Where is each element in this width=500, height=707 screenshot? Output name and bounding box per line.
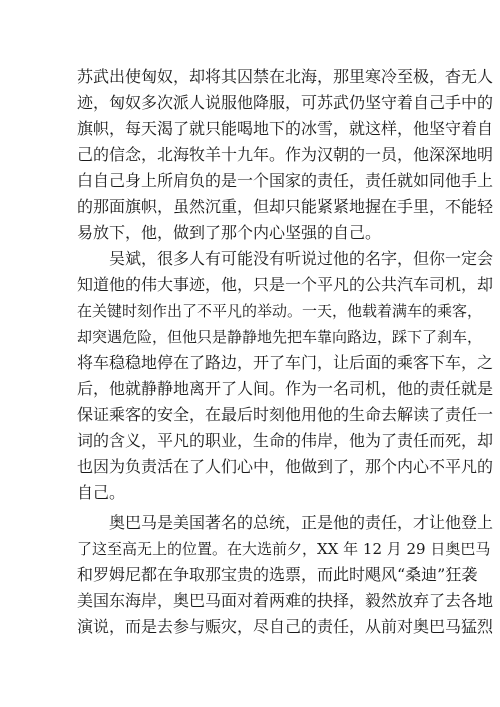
text-line: 却突遇危险，但他只是静静地先把车靠向路边，踩下了刹车， bbox=[77, 328, 483, 346]
text-line: 白自己身上所肩负的是一个国家的责任，责任就如同他手上 bbox=[77, 171, 494, 190]
text-line: 吴斌，很多人有可能没有听说过他的名字，但你一定会 bbox=[109, 249, 494, 268]
text-line: 己的信念，北海牧羊十九年。作为汉朝的一员，他深深地明 bbox=[77, 145, 494, 164]
text-line: 保证乘客的安全，在最后时刻他用他的生命去解读了责任一 bbox=[77, 405, 494, 424]
text-line: 词的含义，平凡的职业，生命的伟岸，他为了责任而死，却 bbox=[77, 431, 494, 450]
text-line: 易放下，他，做到了那个内心坚强的自己。 bbox=[77, 223, 382, 242]
text-line: 迹，匈奴多次派人说服他降服，可苏武仍坚守着自己手中的 bbox=[77, 93, 494, 112]
text-line: 和罗姆尼都在争取那宝贵的选票，而此时飓风“桑迪”狂袭 bbox=[77, 565, 478, 584]
text-line: 在关键时刻作出了不平凡的举动。一天，他载着满车的乘客， bbox=[77, 302, 483, 320]
text-line: 后，他就静静地离开了人间。作为一名司机，他的责任就是 bbox=[77, 379, 494, 398]
text-line: 知道他的伟大事迹，他，只是一个平凡的公共汽车司机，却 bbox=[77, 275, 494, 294]
text-line: 自己。 bbox=[77, 483, 126, 502]
text-line: 苏武出使匈奴，却将其囚禁在北海，那里寒冷至极，杳无人 bbox=[77, 67, 494, 86]
text-line: 奥巴马是美国著名的总统，正是他的责任，才让他登上 bbox=[109, 513, 494, 532]
text-line: 演说，而是去参与赈灾，尽自己的责任，从前对奥巴马猛烈 bbox=[77, 617, 494, 636]
text-line: 美国东海岸，奥巴马面对着两难的抉择，毅然放弃了去各地 bbox=[77, 591, 494, 610]
text-line: 了这至高无上的位置。在大选前夕，XX 年 12 月 29 日奥巴马 bbox=[77, 540, 491, 558]
text-line: 也因为负责活在了人们心中，他做到了，那个内心不平凡的 bbox=[77, 457, 494, 476]
text-line: 将车稳稳地停在了路边，开了车门，让后面的乘客下车，之 bbox=[77, 353, 494, 372]
text-line: 的那面旗帜，虽然沉重，但却只能紧紧地握在手里，不能轻 bbox=[77, 197, 494, 216]
text-line: 旗帜，每天渴了就只能喝地下的冰雪，就这样，他坚守着自 bbox=[77, 119, 494, 138]
